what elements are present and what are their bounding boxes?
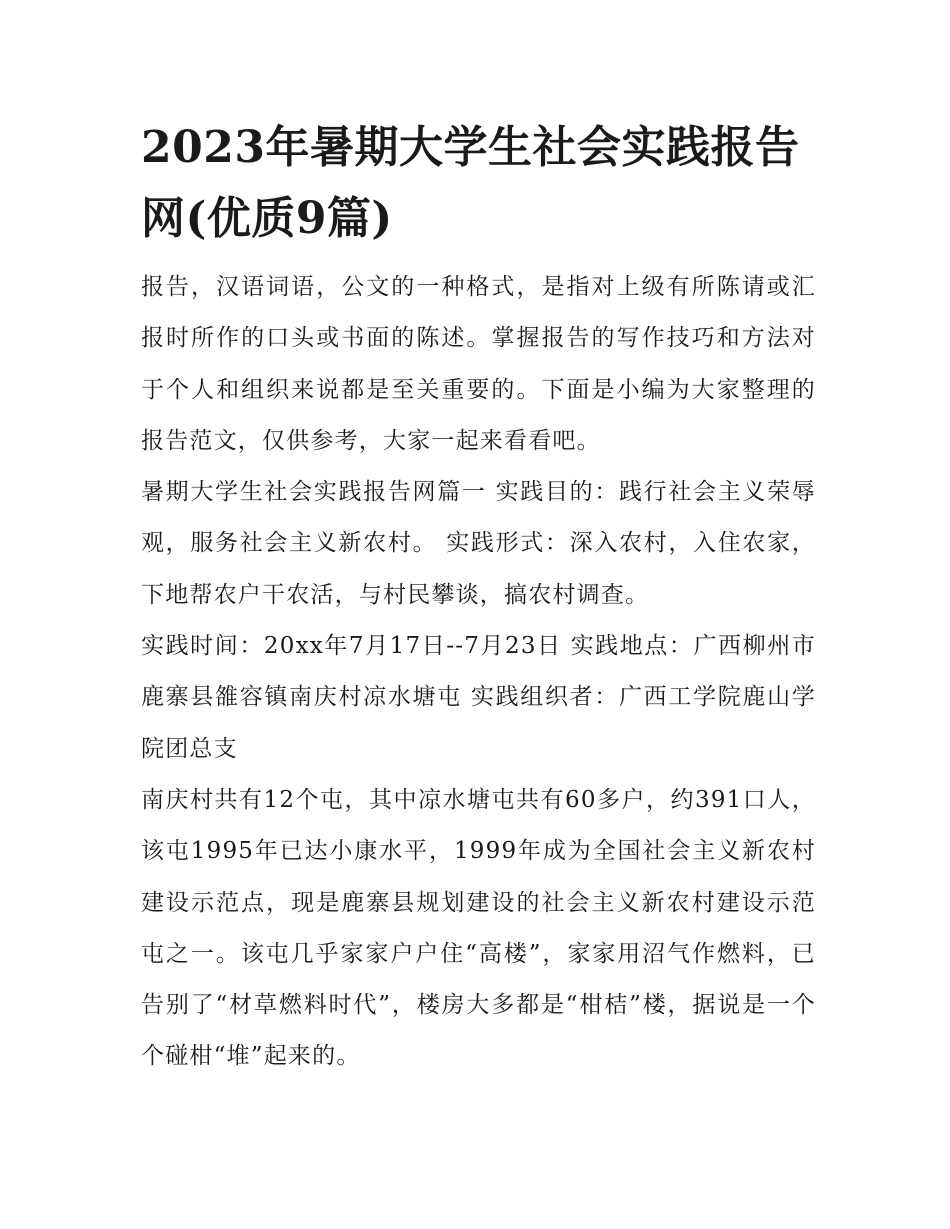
paragraph-village-description: 南庆村共有12个屯，其中凉水塘屯共有60多户，约391口人，该屯1995年已达小康水平，1999年成为全国社会主义新农村建设示范点，现是鹿寨县规划建设的社会主义新农村建设示范屯之一。该屯几乎家家户户住“高楼”，家家用沼气作燃料，已告别了“材草燃料时代”，楼房大多都是“柑桔”楼，据说是一个个碰柑“堆”起来的。 [141,786,816,1070]
document-title: 2023年暑期大学生社会实践报告网(优质9篇) [141,122,800,244]
paragraph-practice-time-location: 实践时间：20xx年7月17日--7月23日 实践地点：广西柳州市鹿寨县雒容镇南庆村凉水塘屯 实践组织者：广西工学院鹿山学院团总支 [141,633,816,762]
paragraph-intro: 报告，汉语词语，公文的一种格式，是指对上级有所陈请或汇报时所作的口头或书面的陈述。掌握报告的写作技巧和方法对于个人和组织来说都是至关重要的。下面是小编为大家整理的报告范文，仅供参考，大家一起来看看吧。 [141,274,816,454]
paragraph-practice-purpose: 暑期大学生社会实践报告网篇一 实践目的：践行社会主义荣辱观，服务社会主义新农村。 实践形式：深入农村，入住农家，下地帮农户干农活，与村民攀谈，搞农村调查。 [141,479,816,608]
document-body [141,112,816,1083]
